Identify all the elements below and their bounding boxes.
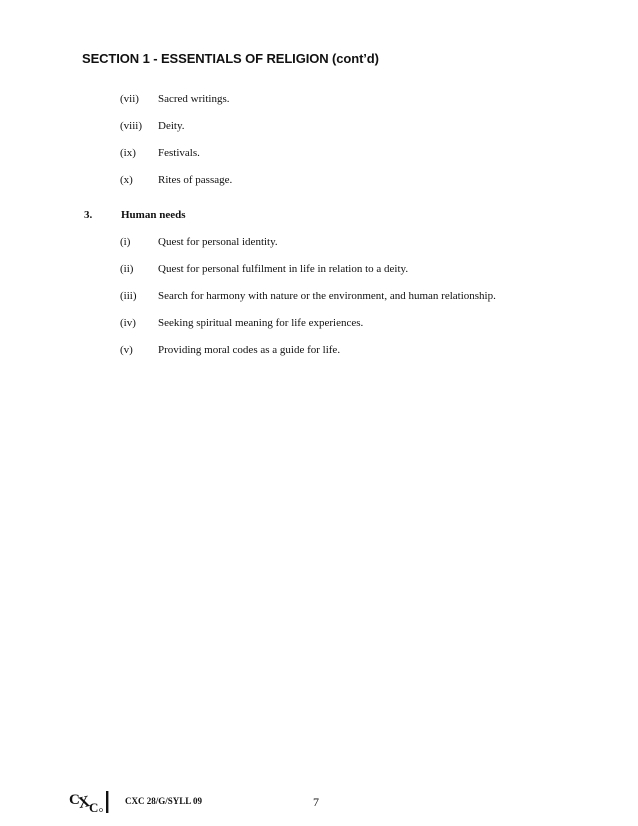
- item-text: Quest for personal fulfilment in life in relation to a deity.: [158, 263, 409, 275]
- item-number: (ii): [120, 263, 134, 275]
- item-number: (x): [120, 174, 133, 186]
- item-text: Festivals.: [158, 147, 200, 159]
- item-text: Providing moral codes as a guide for life.: [158, 344, 341, 356]
- item-number: (vii): [120, 93, 139, 105]
- item-number: (ix): [120, 147, 136, 159]
- topic-number: 3.: [84, 209, 93, 221]
- item-text: Rites of passage.: [158, 174, 233, 186]
- item-text: Search for harmony with nature or the environment, and human relationship.: [158, 290, 496, 302]
- svg-text:X: X: [76, 792, 92, 813]
- item-number: (i): [120, 236, 131, 248]
- topic-heading: Human needs: [121, 209, 186, 221]
- item-text: Quest for personal identity.: [158, 236, 278, 248]
- item-number: (iv): [120, 317, 136, 329]
- item-number: (viii): [120, 120, 142, 132]
- item-text: Seeking spiritual meaning for life experiences.: [158, 317, 364, 329]
- svg-text:C: C: [69, 792, 80, 808]
- syllabus-code: CXC 28/G/SYLL 09: [125, 796, 203, 806]
- cxc-logo: [68, 787, 120, 813]
- section-title: SECTION 1 - ESSENTIALS OF RELIGION (cont’d): [82, 51, 379, 66]
- page-number: 7: [313, 795, 319, 809]
- item-number: (iii): [120, 290, 137, 302]
- item-text: Sacred writings.: [158, 93, 230, 105]
- item-number: (v): [120, 344, 133, 356]
- item-text: Deity.: [158, 120, 185, 132]
- svg-text:C: C: [89, 800, 99, 813]
